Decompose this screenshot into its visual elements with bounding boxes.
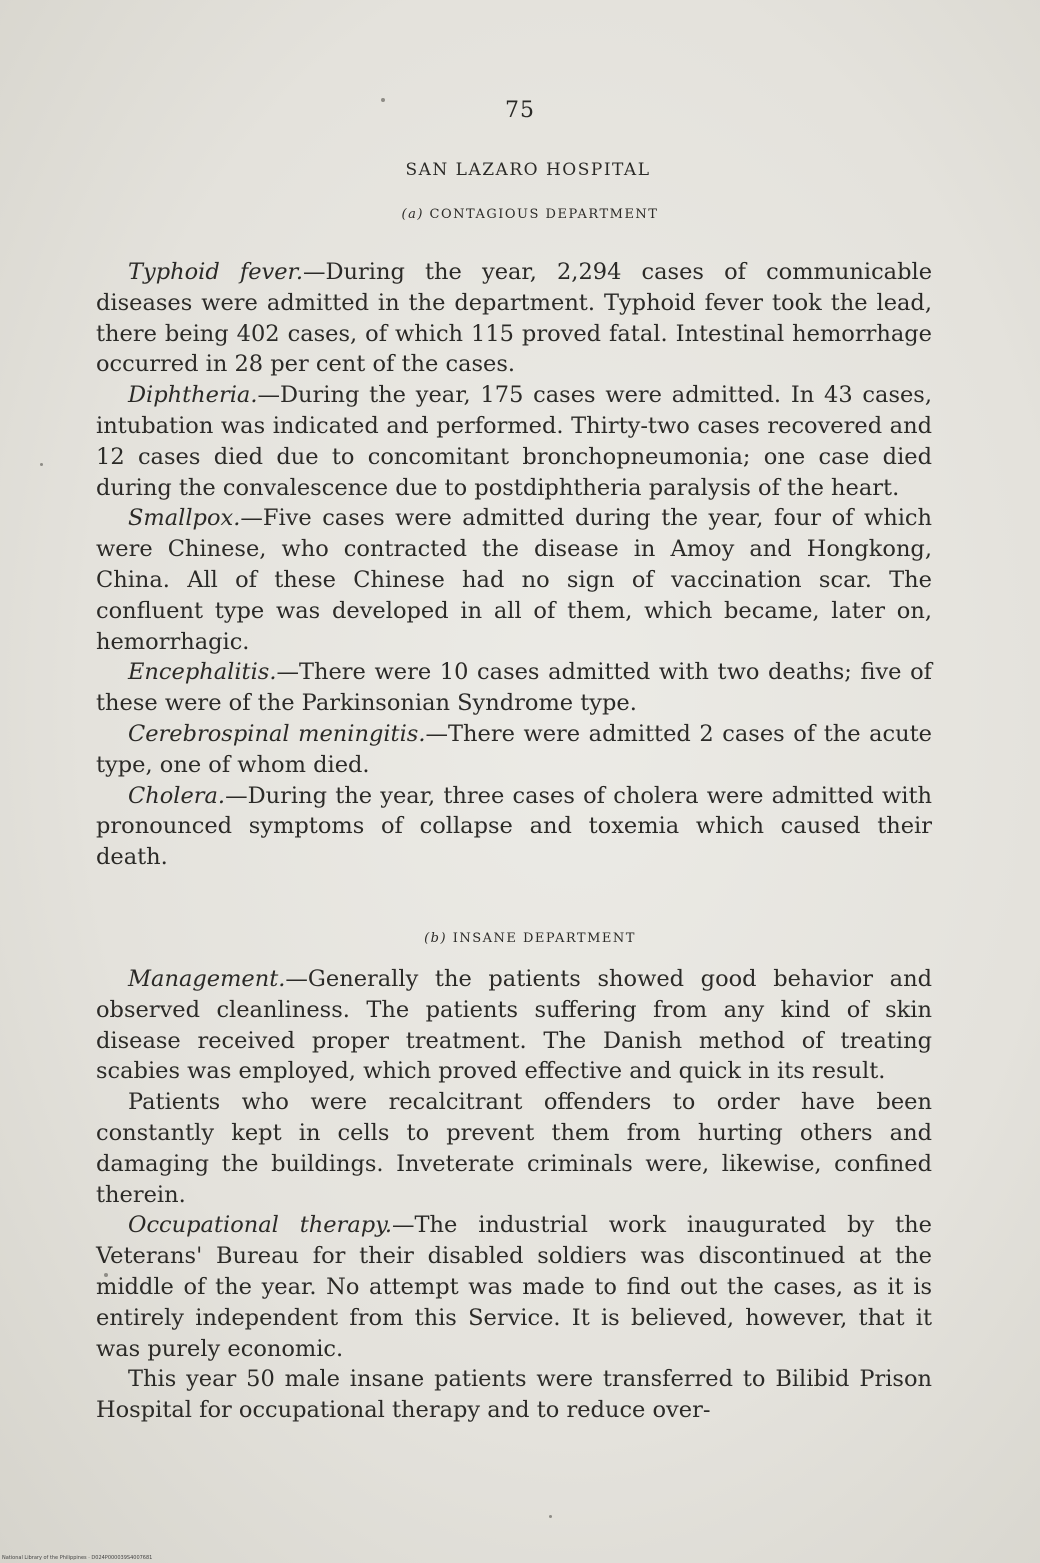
- paragraph-text: —During the year, 175 cases were admitted. In 43 cases, intubation was indicated and performed. Thirty-two cases recovered and 12 cases died due to concomitant bronchopneumonia; one case died during the convalescence due to postdiphtheria paralysis of the heart.: [96, 382, 932, 501]
- section-label: (a): [401, 207, 424, 222]
- paragraph-lead: Diphtheria.: [128, 382, 258, 409]
- paragraph-lead: Cerebrospinal meningitis.: [128, 720, 426, 747]
- paragraph: [96, 657, 932, 719]
- paragraph: [96, 1364, 932, 1426]
- scan-speck: [549, 1515, 552, 1518]
- section-heading-contagious: [0, 207, 1040, 222]
- paragraph-lead: Encephalitis.: [128, 659, 277, 686]
- paragraph-text: —During the year, three cases of cholera were admitted with pronounced symptoms of collapse and toxemia which caused their death.: [96, 782, 932, 871]
- section-title: CONTAGIOUS DEPARTMENT: [429, 207, 659, 222]
- paragraph-lead: Smallpox.: [128, 505, 241, 532]
- paragraph-lead: Cholera.: [128, 782, 226, 809]
- paragraph-lead: Management.: [128, 966, 286, 992]
- paragraph-text: —Five cases were admitted during the year, four of which were Chinese, who contracted the disease in Amoy and Hongkong, China. All of these Chinese had no sign of vaccination scar. The confluent type was developed in all of them, which became, later on, hemorrhagic.: [96, 505, 932, 655]
- page-heading: SAN LAZARO HOSPITAL: [405, 160, 651, 180]
- section-body-contagious: [96, 257, 932, 873]
- paragraph: [96, 1210, 932, 1364]
- page-number: 75: [505, 98, 535, 123]
- paragraph-lead: Typhoid fever.: [128, 259, 303, 285]
- paragraph-text: —Generally the patients showed good behavior and observed cleanliness. The patients suffering from any kind of skin disease received proper treatment. The Danish method of treating scabies was employed, which proved effective and quick in its result.: [96, 966, 932, 1085]
- paragraph: [96, 781, 932, 873]
- paragraph: [96, 719, 932, 781]
- paragraph-text: This year 50 male insane patients were transferred to Bilibid Prison Hospital for occupational therapy and to reduce over-: [96, 1366, 932, 1424]
- paragraph-text: —There were 10 cases admitted with two deaths; five of these were of the Parkinsonian Syndrome type.: [96, 659, 932, 717]
- section-title: INSANE DEPARTMENT: [452, 931, 636, 946]
- scan-speck: [40, 463, 43, 466]
- paragraph-text: —There were admitted 2 cases of the acute type, one of whom died.: [96, 720, 932, 778]
- paragraph-text: —The industrial work inaugurated by the Veterans' Bureau for their disabled soldiers was discontinued at the middle of the year. No attempt was made to find out the cases, as it is entirely independent from this Service. It is believed, however, that it was purely economic.: [96, 1212, 932, 1362]
- paragraph: [96, 964, 932, 1087]
- paragraph: [96, 1087, 932, 1210]
- paragraph: [96, 257, 932, 380]
- paragraph-text: —During the year, 2,294 cases of communicable diseases were admitted in the department. Typhoid fever took the lead, there being 402 cases, of which 115 proved fatal. Intestinal hemorrhage occurred in 28 per cent of the cases.: [96, 259, 933, 378]
- paragraph: [96, 503, 932, 657]
- section-heading-insane: [0, 931, 1040, 946]
- paragraph-text: Patients who were recalcitrant offenders to order have been constantly kept in cells to prevent them from hurting others and damaging the buildings. Inveterate criminals were, likewise, confined therein.: [96, 1089, 932, 1208]
- section-body-insane: [96, 964, 932, 1426]
- section-label: (b): [424, 931, 448, 946]
- paragraph: [96, 380, 932, 503]
- paragraph-lead: Occupational therapy.: [128, 1212, 393, 1239]
- scan-footer: National Library of the Philippines · D024P000039S4007681: [2, 1555, 153, 1561]
